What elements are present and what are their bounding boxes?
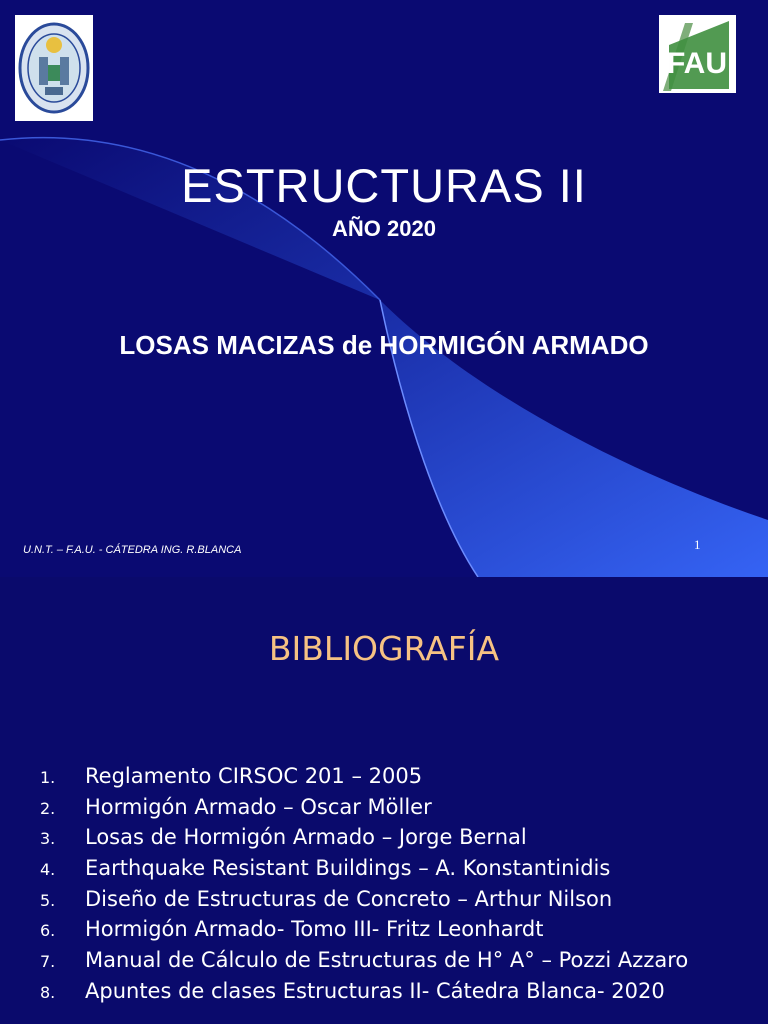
svg-text:FAU: FAU [667, 47, 727, 80]
page-number: 1 [694, 537, 701, 552]
list-number: 7. [40, 952, 56, 972]
university-seal-logo [15, 15, 93, 121]
list-item [40, 945, 688, 976]
list-number: 2. [40, 798, 56, 818]
list-item-text: Losas de Hormigón Armado – Jorge Bernal [85, 825, 527, 850]
list-item [40, 853, 688, 884]
year-subtitle: AÑO 2020 [332, 216, 436, 241]
list-number: 6. [40, 921, 56, 941]
list-number: 5. [40, 890, 56, 910]
list-number: 8. [40, 982, 56, 1002]
list-number: 4. [40, 860, 56, 880]
university-seal-icon [15, 15, 93, 121]
list-item-text: Hormigón Armado- Tomo III- Fritz Leonhardt [85, 917, 544, 942]
fau-logo [659, 15, 736, 93]
list-item-text: Apuntes de clases Estructuras II- Cátedra Blanca- 2020 [85, 978, 665, 1003]
bibliography-list [40, 761, 688, 1007]
list-number: 3. [40, 829, 56, 849]
list-item-text: Earthquake Resistant Buildings – A. Konstantinidis [85, 856, 611, 881]
fau-logo-icon [659, 15, 736, 93]
list-item-text: Reglamento CIRSOC 201 – 2005 [85, 764, 423, 788]
list-item [40, 884, 688, 915]
list-item [40, 976, 688, 1007]
bibliography-title: BIBLIOGRAFÍA [268, 629, 500, 668]
list-item-text: Manual de Cálculo de Estructuras de H° A° – Pozzi Azzaro [85, 948, 689, 973]
list-number: 1. [40, 768, 56, 787]
slide-footer: U.N.T. – F.A.U. - CÁTEDRA ING. R.BLANCA [23, 544, 242, 556]
list-item [40, 822, 688, 853]
list-item [40, 914, 688, 945]
topic-subtitle: LOSAS MACIZAS de HORMIGÓN ARMADO [119, 330, 649, 360]
list-item [40, 792, 688, 823]
presentation-title: ESTRUCTURAS II [181, 159, 587, 212]
list-item-text: Hormigón Armado – Oscar Möller [85, 794, 432, 819]
list-item-text: Diseño de Estructuras de Concreto – Arthur Nilson [85, 886, 613, 911]
list-item [40, 761, 688, 792]
bibliography-slide [0, 577, 768, 1024]
